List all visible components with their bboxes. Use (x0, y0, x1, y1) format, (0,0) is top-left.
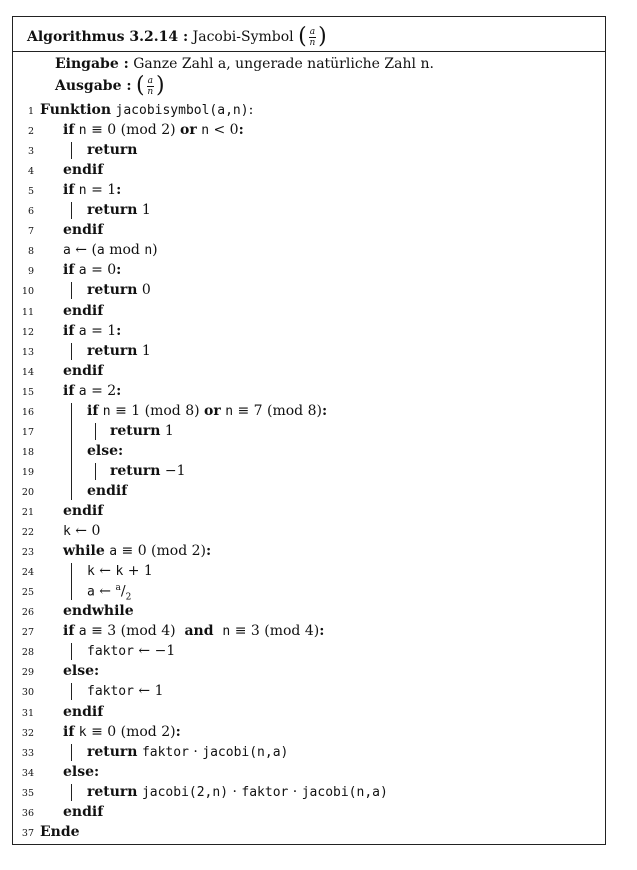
line-number: 4 (27, 166, 34, 178)
code-line (13, 342, 603, 362)
line-number: 36 (21, 807, 34, 819)
line-number: 21 (21, 507, 34, 518)
line-number: 26 (21, 607, 34, 619)
block-bar (71, 142, 72, 159)
code-text: return −1 (110, 462, 186, 479)
code-line (13, 221, 603, 241)
code-line (13, 783, 603, 803)
code-line (13, 682, 603, 702)
code-text: endif (63, 503, 104, 519)
block-bar (71, 202, 72, 219)
line-number: 18 (21, 446, 34, 458)
algorithm-title: Jacobi-Symbol (192, 29, 294, 45)
code-line (13, 662, 603, 682)
line-number: 2 (27, 126, 34, 138)
algorithm-header: Algorithmus 3.2.14 : Jacobi-Symbol ( $\frac{a}{n}$ ) (13, 17, 605, 52)
code-text: if a = 0: (63, 262, 122, 279)
block-bar (71, 563, 72, 600)
block-bar (71, 343, 72, 360)
code-line (13, 582, 603, 602)
code-line (13, 622, 603, 642)
code-line (13, 261, 603, 281)
line-number: 30 (21, 687, 34, 699)
block-bar (71, 744, 72, 761)
code-text: k ← 0 (63, 523, 101, 540)
code-text: endif (87, 482, 128, 499)
line-number: 20 (21, 486, 34, 498)
code-line (13, 703, 603, 723)
output-line: Ausgabe : ( $\frac{a}{n}$ ) (55, 73, 165, 98)
code-text: else: (63, 763, 100, 780)
code-text: return 0 (87, 282, 151, 299)
block-bar (71, 784, 72, 801)
code-line (13, 141, 603, 161)
block-bar (71, 643, 72, 660)
line-number: 6 (27, 206, 34, 218)
code-line (13, 101, 603, 121)
line-number: 22 (21, 527, 34, 539)
code-text: if n ≡ 1 (mod 8) or n ≡ 7 (mod 8): (87, 402, 328, 419)
line-number: 32 (21, 727, 34, 739)
line-number: 14 (21, 366, 34, 378)
input-label: Eingabe : (55, 56, 129, 72)
line-number: 13 (21, 346, 34, 358)
code-text: while a ≡ 0 (mod 2): (63, 543, 212, 560)
code-line (13, 642, 603, 662)
algorithm-label: Algorithmus 3.2.14 : (27, 29, 189, 45)
code-line (13, 482, 603, 502)
block-bar (95, 423, 96, 440)
code-text: if a = 1: (63, 322, 122, 339)
code-text: return jacobi(2,n) · faktor · jacobi(n,a) (87, 783, 388, 800)
line-number: 35 (21, 787, 34, 799)
code-line (13, 542, 603, 562)
line-number: 5 (27, 186, 34, 198)
code-line (13, 462, 603, 482)
output-fraction: $\frac{a}{n}$ (147, 75, 154, 97)
input-line (55, 56, 434, 72)
block-bar (71, 683, 72, 700)
line-number: 9 (27, 266, 34, 278)
code-text: else: (87, 442, 124, 459)
code-text: Funktion jacobisymbol(a,n): (40, 102, 254, 118)
algorithm-box (12, 16, 606, 845)
block-bar (71, 282, 72, 299)
code-text: return 1 (87, 342, 151, 359)
line-number: 34 (21, 767, 34, 779)
line-number: 7 (27, 226, 34, 238)
output-label: Ausgabe : (55, 78, 132, 94)
line-number: 3 (27, 146, 34, 158)
code-line (13, 442, 603, 462)
line-number: 33 (21, 747, 34, 759)
line-number: 28 (21, 647, 34, 659)
code-line (13, 241, 603, 261)
code-text: endif (63, 362, 104, 379)
line-number: 8 (27, 246, 34, 258)
line-number: 23 (21, 547, 34, 559)
line-number: 15 (21, 386, 34, 398)
code-text: endif (63, 703, 104, 720)
code-line (13, 823, 603, 843)
code-text: endif (63, 222, 104, 239)
code-text: faktor ← 1 (87, 683, 164, 700)
line-number: 1 (27, 106, 34, 117)
line-number: 10 (21, 286, 34, 298)
code-text: k ← k + 1 (87, 563, 153, 580)
code-line (13, 322, 603, 342)
line-number: 29 (21, 667, 34, 679)
input-text: Ganze Zahl a, ungerade natürliche Zahl n. (133, 56, 434, 72)
line-number: 19 (21, 466, 34, 478)
code-line (13, 422, 603, 442)
code-line (13, 402, 603, 422)
code-text: Ende (40, 823, 80, 840)
code-text: endif (63, 803, 104, 820)
code-text: a ← $^a/_2$ (87, 583, 132, 603)
code-text: if k ≡ 0 (mod 2): (63, 723, 181, 740)
code-line (13, 522, 603, 542)
code-line (13, 362, 603, 382)
code-line (13, 281, 603, 301)
code-text: if n = 1: (63, 182, 122, 199)
code-text: return 1 (110, 422, 174, 439)
code-text: faktor ← −1 (87, 643, 176, 660)
line-number: 16 (21, 406, 34, 418)
line-number: 31 (21, 707, 34, 719)
code-line (13, 562, 603, 582)
code-line (13, 602, 603, 622)
code-text: if a ≡ 3 (mod 4) and n ≡ 3 (mod 4): (63, 623, 325, 640)
code-text: else: (63, 663, 100, 680)
code-line (13, 181, 603, 201)
code-text: if n ≡ 0 (mod 2) or n < 0: (63, 122, 244, 139)
code-line (13, 763, 603, 783)
code-text: endif (63, 302, 104, 319)
line-number: 12 (21, 326, 34, 338)
code-line (13, 121, 603, 141)
code-line (13, 161, 603, 181)
code-text: endif (63, 162, 104, 179)
line-number: 25 (21, 587, 34, 599)
line-number: 17 (21, 426, 34, 438)
line-number: 37 (21, 827, 34, 839)
header-fraction: $\frac{a}{n}$ (309, 26, 316, 48)
block-bar (71, 403, 72, 500)
block-bar (95, 463, 96, 480)
code-text: endwhile (63, 603, 134, 620)
code-line (13, 803, 603, 823)
code-line (13, 302, 603, 322)
code-text: return (87, 142, 138, 159)
line-number: 24 (21, 567, 34, 579)
code-text: a ← (a mod n) (63, 242, 158, 259)
code-line (13, 382, 603, 402)
code-line (13, 201, 603, 221)
code-line (13, 502, 603, 522)
code-line (13, 743, 603, 763)
line-number: 27 (21, 627, 34, 639)
code-text: if a = 2: (63, 382, 122, 399)
code-line (13, 723, 603, 743)
line-number: 11 (21, 306, 34, 318)
code-text: return 1 (87, 202, 151, 219)
code-text: return faktor · jacobi(n,a) (87, 743, 289, 760)
